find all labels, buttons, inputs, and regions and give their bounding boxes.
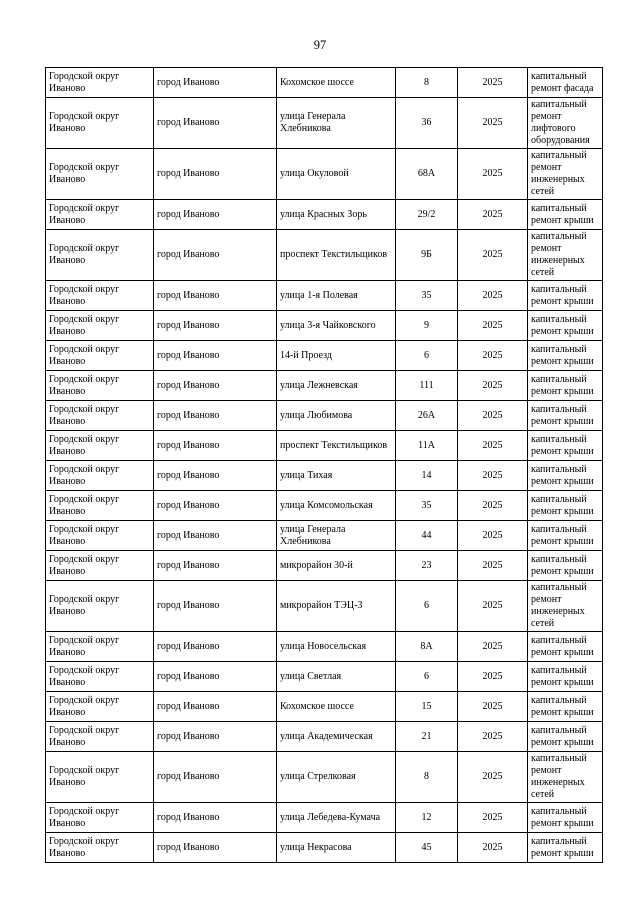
settlement-cell: город Иваново	[154, 662, 277, 692]
table-row	[46, 230, 603, 281]
settlement-cell: город Иваново	[154, 551, 277, 581]
table-row	[46, 722, 603, 752]
year-cell: 2025	[458, 581, 528, 632]
street-cell: улица Светлая	[277, 662, 396, 692]
table-row	[46, 461, 603, 491]
year-cell: 2025	[458, 341, 528, 371]
house-number-cell: 11А	[396, 431, 458, 461]
settlement-cell: город Иваново	[154, 521, 277, 551]
year-cell: 2025	[458, 371, 528, 401]
municipal-district-cell: Городской округ Иваново	[46, 341, 154, 371]
municipal-district-cell: Городской округ Иваново	[46, 662, 154, 692]
house-number-cell: 35	[396, 491, 458, 521]
municipal-district-cell: Городской округ Иваново	[46, 200, 154, 230]
settlement-cell: город Иваново	[154, 230, 277, 281]
municipal-district-cell: Городской округ Иваново	[46, 833, 154, 863]
settlement-cell: город Иваново	[154, 401, 277, 431]
work-type-cell: капитальный ремонт фасада	[528, 68, 603, 98]
table-row	[46, 68, 603, 98]
table-row	[46, 551, 603, 581]
street-cell: улица Генерала Хлебникова	[277, 521, 396, 551]
street-cell: улица Тихая	[277, 461, 396, 491]
settlement-cell: город Иваново	[154, 632, 277, 662]
settlement-cell: город Иваново	[154, 722, 277, 752]
street-cell: Кохомское шоссе	[277, 68, 396, 98]
house-number-cell: 35	[396, 281, 458, 311]
work-type-cell: капитальный ремонт лифтового оборудования	[528, 98, 603, 149]
year-cell: 2025	[458, 281, 528, 311]
house-number-cell: 111	[396, 371, 458, 401]
house-number-cell: 45	[396, 833, 458, 863]
street-cell: микрорайон 30-й	[277, 551, 396, 581]
municipal-district-cell: Городской округ Иваново	[46, 551, 154, 581]
work-type-cell: капитальный ремонт крыши	[528, 200, 603, 230]
settlement-cell: город Иваново	[154, 98, 277, 149]
table-row	[46, 401, 603, 431]
street-cell: 14-й Проезд	[277, 341, 396, 371]
house-number-cell: 8	[396, 68, 458, 98]
street-cell: улица Красных Зорь	[277, 200, 396, 230]
year-cell: 2025	[458, 491, 528, 521]
settlement-cell: город Иваново	[154, 371, 277, 401]
work-type-cell: капитальный ремонт крыши	[528, 461, 603, 491]
table-row	[46, 752, 603, 803]
year-cell: 2025	[458, 632, 528, 662]
work-type-cell: капитальный ремонт крыши	[528, 722, 603, 752]
street-cell: улица Некрасова	[277, 833, 396, 863]
house-number-cell: 6	[396, 581, 458, 632]
municipal-district-cell: Городской округ Иваново	[46, 311, 154, 341]
settlement-cell: город Иваново	[154, 833, 277, 863]
table-row	[46, 98, 603, 149]
year-cell: 2025	[458, 68, 528, 98]
table-body	[46, 68, 603, 863]
table-row	[46, 662, 603, 692]
year-cell: 2025	[458, 431, 528, 461]
house-number-cell: 6	[396, 662, 458, 692]
work-type-cell: капитальный ремонт крыши	[528, 833, 603, 863]
settlement-cell: город Иваново	[154, 692, 277, 722]
municipal-district-cell: Городской округ Иваново	[46, 371, 154, 401]
table-row	[46, 491, 603, 521]
settlement-cell: город Иваново	[154, 491, 277, 521]
street-cell: проспект Текстильщиков	[277, 431, 396, 461]
street-cell: улица Генерала Хлебникова	[277, 98, 396, 149]
street-cell: улица 1-я Полевая	[277, 281, 396, 311]
work-type-cell: капитальный ремонт крыши	[528, 662, 603, 692]
street-cell: проспект Текстильщиков	[277, 230, 396, 281]
table-row	[46, 341, 603, 371]
page-number: 97	[313, 38, 327, 52]
table-row	[46, 692, 603, 722]
table-row	[46, 281, 603, 311]
work-type-cell: капитальный ремонт крыши	[528, 551, 603, 581]
work-type-cell: капитальный ремонт инженерных сетей	[528, 149, 603, 200]
street-cell: Кохомское шоссе	[277, 692, 396, 722]
house-number-cell: 15	[396, 692, 458, 722]
table-row	[46, 833, 603, 863]
year-cell: 2025	[458, 461, 528, 491]
work-type-cell: капитальный ремонт инженерных сетей	[528, 581, 603, 632]
settlement-cell: город Иваново	[154, 461, 277, 491]
street-cell: улица Окуловой	[277, 149, 396, 200]
house-number-cell: 8А	[396, 632, 458, 662]
municipal-district-cell: Городской округ Иваново	[46, 68, 154, 98]
municipal-district-cell: Городской округ Иваново	[46, 98, 154, 149]
work-type-cell: капитальный ремонт крыши	[528, 341, 603, 371]
table-row	[46, 149, 603, 200]
table-row	[46, 200, 603, 230]
table-row	[46, 371, 603, 401]
table-row	[46, 632, 603, 662]
house-number-cell: 9Б	[396, 230, 458, 281]
work-type-cell: капитальный ремонт крыши	[528, 491, 603, 521]
house-number-cell: 26А	[396, 401, 458, 431]
street-cell: улица Новосельская	[277, 632, 396, 662]
year-cell: 2025	[458, 662, 528, 692]
year-cell: 2025	[458, 311, 528, 341]
work-type-cell: капитальный ремонт инженерных сетей	[528, 752, 603, 803]
house-number-cell: 6	[396, 341, 458, 371]
work-type-cell: капитальный ремонт крыши	[528, 311, 603, 341]
street-cell: улица Любимова	[277, 401, 396, 431]
house-number-cell: 12	[396, 803, 458, 833]
work-type-cell: капитальный ремонт крыши	[528, 803, 603, 833]
municipal-district-cell: Городской округ Иваново	[46, 692, 154, 722]
house-number-cell: 14	[396, 461, 458, 491]
settlement-cell: город Иваново	[154, 803, 277, 833]
table-row	[46, 803, 603, 833]
municipal-district-cell: Городской округ Иваново	[46, 752, 154, 803]
house-number-cell: 8	[396, 752, 458, 803]
year-cell: 2025	[458, 149, 528, 200]
municipal-district-cell: Городской округ Иваново	[46, 431, 154, 461]
street-cell: улица Стрелковая	[277, 752, 396, 803]
municipal-district-cell: Городской округ Иваново	[46, 632, 154, 662]
street-cell: улица Лежневская	[277, 371, 396, 401]
municipal-district-cell: Городской округ Иваново	[46, 521, 154, 551]
year-cell: 2025	[458, 230, 528, 281]
house-number-cell: 44	[396, 521, 458, 551]
settlement-cell: город Иваново	[154, 752, 277, 803]
street-cell: улица Комсомольская	[277, 491, 396, 521]
house-number-cell: 68А	[396, 149, 458, 200]
house-number-cell: 21	[396, 722, 458, 752]
work-type-cell: капитальный ремонт крыши	[528, 632, 603, 662]
work-type-cell: капитальный ремонт крыши	[528, 521, 603, 551]
street-cell: улица Академическая	[277, 722, 396, 752]
settlement-cell: город Иваново	[154, 341, 277, 371]
municipal-district-cell: Городской округ Иваново	[46, 281, 154, 311]
table-row	[46, 311, 603, 341]
street-cell: микрорайон ТЭЦ-3	[277, 581, 396, 632]
year-cell: 2025	[458, 401, 528, 431]
municipal-district-cell: Городской округ Иваново	[46, 230, 154, 281]
year-cell: 2025	[458, 833, 528, 863]
municipal-district-cell: Городской округ Иваново	[46, 722, 154, 752]
work-type-cell: капитальный ремонт крыши	[528, 371, 603, 401]
year-cell: 2025	[458, 200, 528, 230]
municipal-district-cell: Городской округ Иваново	[46, 581, 154, 632]
table-row	[46, 431, 603, 461]
house-number-cell: 23	[396, 551, 458, 581]
street-cell: улица Лебедева-Кумача	[277, 803, 396, 833]
settlement-cell: город Иваново	[154, 68, 277, 98]
year-cell: 2025	[458, 692, 528, 722]
year-cell: 2025	[458, 521, 528, 551]
year-cell: 2025	[458, 803, 528, 833]
repair-registry-table	[45, 67, 603, 863]
settlement-cell: город Иваново	[154, 581, 277, 632]
year-cell: 2025	[458, 551, 528, 581]
work-type-cell: капитальный ремонт крыши	[528, 692, 603, 722]
municipal-district-cell: Городской округ Иваново	[46, 491, 154, 521]
settlement-cell: город Иваново	[154, 311, 277, 341]
work-type-cell: капитальный ремонт крыши	[528, 431, 603, 461]
house-number-cell: 9	[396, 311, 458, 341]
municipal-district-cell: Городской округ Иваново	[46, 401, 154, 431]
settlement-cell: город Иваново	[154, 149, 277, 200]
year-cell: 2025	[458, 722, 528, 752]
house-number-cell: 29/2	[396, 200, 458, 230]
year-cell: 2025	[458, 752, 528, 803]
settlement-cell: город Иваново	[154, 200, 277, 230]
work-type-cell: капитальный ремонт крыши	[528, 401, 603, 431]
municipal-district-cell: Городской округ Иваново	[46, 461, 154, 491]
table-row	[46, 581, 603, 632]
table-row	[46, 521, 603, 551]
work-type-cell: капитальный ремонт инженерных сетей	[528, 230, 603, 281]
work-type-cell: капитальный ремонт крыши	[528, 281, 603, 311]
municipal-district-cell: Городской округ Иваново	[46, 149, 154, 200]
settlement-cell: город Иваново	[154, 431, 277, 461]
settlement-cell: город Иваново	[154, 281, 277, 311]
street-cell: улица 3-я Чайковского	[277, 311, 396, 341]
house-number-cell: 36	[396, 98, 458, 149]
municipal-district-cell: Городской округ Иваново	[46, 803, 154, 833]
year-cell: 2025	[458, 98, 528, 149]
